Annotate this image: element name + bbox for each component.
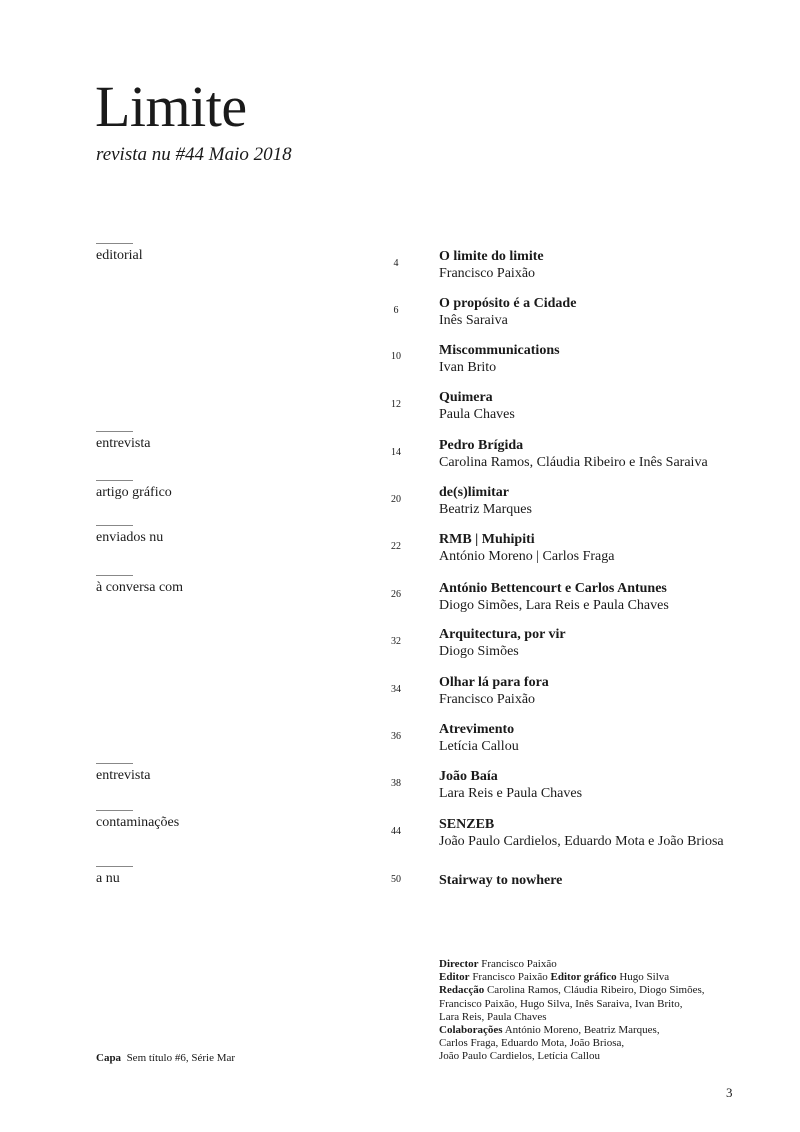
entry-author: Letícia Callou [439, 739, 519, 754]
section-rule [96, 243, 133, 244]
toc-entry [439, 295, 576, 329]
page-number: 10 [391, 351, 401, 362]
toc-entry [439, 580, 669, 614]
toc-entry [439, 248, 544, 282]
entry-title: António Bettencourt e Carlos Antunes [439, 581, 667, 596]
toc-entry [439, 389, 515, 423]
section-label: à conversa com [96, 575, 183, 596]
toc-entry [439, 437, 708, 471]
page-number: 4 [393, 258, 399, 269]
entry-title: Olhar lá para fora [439, 675, 549, 690]
entry-title: Arquitectura, por vir [439, 627, 566, 642]
entry-author: Diogo Simões, Lara Reis e Paula Chaves [439, 598, 669, 613]
entry-title: Atrevimento [439, 722, 515, 737]
entry-author: Francisco Paixão [439, 266, 536, 281]
entry-title: de(s)limitar [439, 485, 509, 500]
entry-author: Diogo Simões [439, 644, 519, 659]
page-number: 32 [391, 636, 401, 647]
page-number: 26 [391, 589, 401, 600]
section-label: a nu [96, 866, 133, 887]
page-number: 44 [391, 826, 401, 837]
page-number: 14 [391, 447, 401, 458]
entry-author: Francisco Paixão [439, 692, 536, 707]
entry-author: António Moreno | Carlos Fraga [439, 549, 615, 564]
entry-title: O limite do limite [439, 249, 544, 264]
page-number: 20 [391, 494, 401, 505]
cover-credit: Capa Sem título #6, Série Mar [96, 1052, 236, 1064]
entry-author: Lara Reis e Paula Chaves [439, 786, 583, 801]
section-label: entrevista [96, 763, 150, 784]
toc-entry [439, 721, 519, 755]
section-label: enviados nu [96, 525, 163, 546]
entry-author: Beatriz Marques [439, 502, 532, 517]
issue-subtitle: revista nu #44 Maio 2018 [96, 144, 292, 165]
section-rule [96, 575, 133, 576]
toc-entry [439, 768, 582, 802]
section-label: artigo gráfico [96, 480, 172, 501]
section-rule [96, 525, 133, 526]
page-number: 12 [391, 399, 401, 410]
credits-colaboracoes-cont: João Paulo Cardielos, Letícia Callou [439, 1050, 600, 1063]
entry-author: Carolina Ramos, Cláudia Ribeiro e Inês Saraiva [439, 455, 708, 470]
page-number: 22 [391, 541, 401, 552]
credits-redaccao-cont: Francisco Paixão, Hugo Silva, Inês Saraiva, Ivan Brito, [439, 997, 683, 1010]
entry-title: Stairway to nowhere [439, 873, 563, 888]
section-rule [96, 763, 133, 764]
folio-page-number: 3 [726, 1085, 733, 1100]
section-label: editorial [96, 243, 143, 264]
page-number: 36 [391, 731, 401, 742]
section-rule [96, 810, 133, 811]
toc-entry [439, 816, 724, 850]
page-number: 6 [393, 305, 399, 316]
credits-colaboracoes-cont: Carlos Fraga, Eduardo Mota, João Briosa, [439, 1037, 625, 1050]
entry-title: RMB | Muhipiti [439, 532, 535, 547]
entry-author: Inês Saraiva [439, 313, 508, 328]
credits-redaccao-cont: Lara Reis, Paula Chaves [439, 1010, 547, 1023]
toc-entry [439, 674, 549, 708]
section-rule [96, 431, 133, 432]
magazine-title: Limite [95, 74, 247, 139]
entry-title: O propósito é a Cidade [439, 296, 577, 311]
toc-entry [439, 484, 532, 518]
page-number: 50 [391, 874, 401, 885]
section-label: contaminações [96, 810, 179, 831]
toc-entry [439, 626, 566, 660]
credits-colaboracoes: Colaborações António Moreno, Beatriz Marques, [439, 1024, 660, 1037]
credits-editor: Editor Francisco Paixão Editor gráfico Hugo Silva [439, 971, 670, 984]
entry-author: Paula Chaves [439, 407, 515, 422]
section-rule [96, 866, 133, 867]
entry-title: João Baía [439, 769, 498, 784]
entry-title: Miscommunications [439, 343, 560, 358]
toc-entry [439, 342, 560, 376]
credits-director: Director Francisco Paixão [439, 958, 557, 970]
toc-entry [439, 531, 614, 565]
entry-author: João Paulo Cardielos, Eduardo Mota e João Briosa [439, 834, 724, 849]
entry-author: Ivan Brito [439, 360, 497, 375]
page-number: 38 [391, 778, 401, 789]
credits-redaccao: Redacção Carolina Ramos, Cláudia Ribeiro, Diogo Simões, [439, 984, 705, 997]
toc-entry [439, 872, 562, 889]
entry-title: Quimera [439, 390, 493, 405]
entry-title: SENZEB [439, 817, 495, 832]
section-label: entrevista [96, 431, 150, 452]
page-number: 34 [391, 684, 401, 695]
section-rule [96, 480, 133, 481]
credits-block [439, 958, 705, 1064]
entry-title: Pedro Brígida [439, 438, 524, 453]
